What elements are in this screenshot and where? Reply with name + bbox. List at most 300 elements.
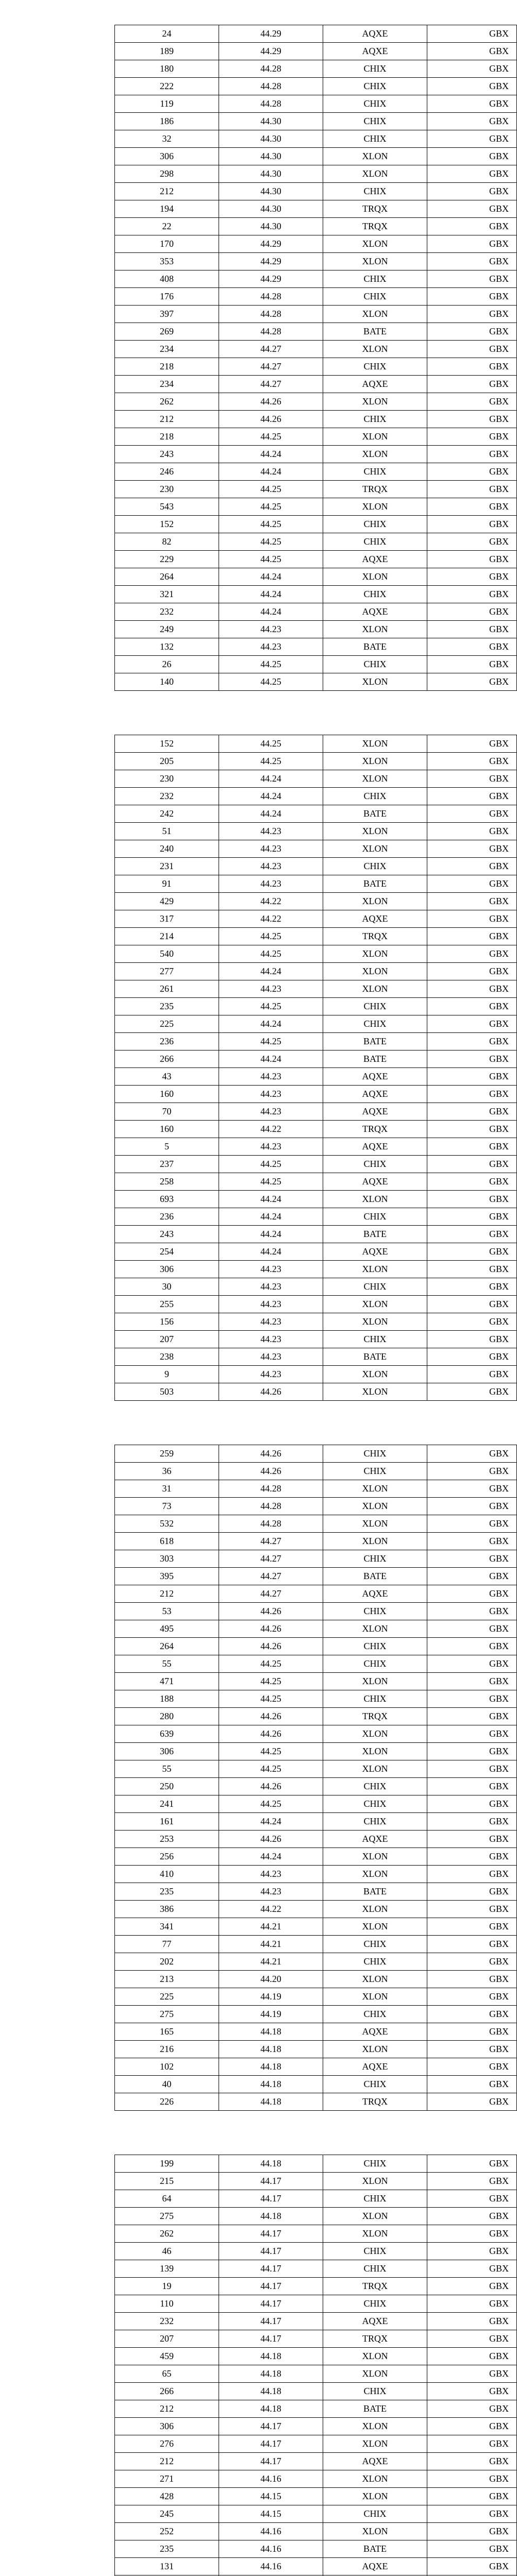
currency-cell: GBX [427,463,517,481]
price-cell: 44.23 [219,1348,323,1366]
price-cell: 44.17 [219,2453,323,2470]
currency-cell: GBX [427,428,517,446]
table-row [115,1848,517,1866]
price-cell: 44.29 [219,235,323,253]
quantity-cell: 215 [115,2173,219,2190]
currency-cell: GBX [427,1313,517,1331]
table-row [115,1831,517,1848]
table-row [115,823,517,840]
price-cell: 44.27 [219,1585,323,1603]
price-cell: 44.17 [219,2225,323,2243]
currency-cell: GBX [427,1173,517,1191]
table-row [115,498,517,516]
price-cell: 44.26 [219,1708,323,1725]
currency-cell: GBX [427,1515,517,1533]
quantity-cell: 408 [115,270,219,288]
quantity-cell: 237 [115,1156,219,1173]
venue-cell: CHIX [323,358,427,376]
quantity-cell: 254 [115,1243,219,1261]
table-row [115,428,517,446]
venue-cell: AQXE [323,2558,427,2575]
table-row [115,358,517,376]
quantity-cell: 140 [115,673,219,691]
quantity-cell: 395 [115,1568,219,1585]
table-row [115,200,517,218]
currency-cell: GBX [427,1243,517,1261]
venue-cell: BATE [323,1568,427,1585]
currency-cell: GBX [427,1550,517,1568]
quantity-cell: 236 [115,1033,219,1050]
price-cell: 44.26 [219,1383,323,1401]
venue-cell: AQXE [323,910,427,928]
price-cell: 44.25 [219,498,323,516]
currency-cell: GBX [427,1463,517,1480]
quantity-cell: 225 [115,1015,219,1033]
price-cell: 44.17 [219,2173,323,2190]
price-cell: 44.25 [219,1033,323,1050]
table-row [115,998,517,1015]
venue-cell: TRQX [323,2278,427,2295]
venue-cell: XLON [323,1971,427,1988]
venue-cell: AQXE [323,1068,427,1086]
quantity-cell: 264 [115,1638,219,1655]
price-cell: 44.23 [219,1331,323,1348]
quantity-cell: 216 [115,2041,219,2058]
table-row [115,411,517,428]
table-row [115,533,517,551]
venue-cell: XLON [323,498,427,516]
quantity-cell: 152 [115,735,219,753]
venue-cell: XLON [323,2365,427,2383]
venue-cell: CHIX [323,1953,427,1971]
table-row [115,2278,517,2295]
table-row [115,1533,517,1550]
venue-cell: XLON [323,893,427,910]
venue-cell: XLON [323,735,427,753]
currency-cell: GBX [427,1296,517,1313]
venue-cell: XLON [323,393,427,411]
quantity-cell: 77 [115,1936,219,1953]
table-row [115,1550,517,1568]
venue-cell: XLON [323,770,427,788]
table-row [115,893,517,910]
currency-cell: GBX [427,1813,517,1831]
quantity-cell: 241 [115,1795,219,1813]
venue-cell: XLON [323,1620,427,1638]
venue-cell: CHIX [323,60,427,78]
quantity-cell: 230 [115,770,219,788]
venue-cell: XLON [323,2225,427,2243]
table-page-1 [0,25,509,705]
price-cell: 44.25 [219,656,323,673]
quantity-cell: 202 [115,1953,219,1971]
quantity-cell: 261 [115,980,219,998]
price-cell: 44.28 [219,288,323,306]
currency-cell: GBX [427,963,517,980]
venue-cell: XLON [323,2418,427,2435]
table-row [115,1313,517,1331]
venue-cell: AQXE [323,1138,427,1156]
venue-cell: CHIX [323,288,427,306]
currency-cell: GBX [427,1050,517,1068]
venue-cell: AQXE [323,25,427,43]
table-row [115,945,517,963]
quantity-cell: 32 [115,130,219,148]
quantity-cell: 139 [115,2260,219,2278]
currency-cell: GBX [427,2435,517,2453]
table-row [115,963,517,980]
venue-cell: CHIX [323,1795,427,1813]
quantity-cell: 70 [115,1103,219,1121]
quantity-cell: 188 [115,1690,219,1708]
quantity-cell: 306 [115,148,219,165]
price-cell: 44.29 [219,25,323,43]
currency-cell: GBX [427,95,517,113]
table-row [115,568,517,586]
currency-cell: GBX [427,376,517,393]
table-row [115,2400,517,2418]
venue-cell: CHIX [323,2295,427,2313]
price-cell: 44.19 [219,1988,323,2006]
quantity-cell: 82 [115,533,219,551]
venue-cell: TRQX [323,200,427,218]
quantity-cell: 277 [115,963,219,980]
currency-cell: GBX [427,306,517,323]
venue-cell: XLON [323,1515,427,1533]
currency-cell: GBX [427,1708,517,1725]
table-row [115,376,517,393]
venue-cell: CHIX [323,1603,427,1620]
price-cell: 44.28 [219,1498,323,1515]
quantity-cell: 259 [115,1445,219,1463]
currency-cell: GBX [427,25,517,43]
price-cell: 44.26 [219,411,323,428]
currency-cell: GBX [427,1208,517,1226]
venue-cell: AQXE [323,376,427,393]
quantity-cell: 235 [115,2540,219,2558]
price-cell: 44.23 [219,1296,323,1313]
currency-cell: GBX [427,875,517,893]
currency-cell: GBX [427,288,517,306]
quantity-cell: 161 [115,1813,219,1831]
quantity-cell: 503 [115,1383,219,1401]
price-cell: 44.30 [219,183,323,200]
table-row [115,1208,517,1226]
quantity-cell: 235 [115,1883,219,1901]
currency-cell: GBX [427,165,517,183]
currency-cell: GBX [427,446,517,463]
venue-cell: XLON [323,428,427,446]
price-cell: 44.25 [219,1173,323,1191]
currency-cell: GBX [427,1383,517,1401]
quantity-cell: 471 [115,1673,219,1690]
table-row [115,270,517,288]
quantity-cell: 253 [115,1831,219,1848]
table-row [115,1585,517,1603]
price-cell: 44.23 [219,1261,323,1278]
venue-cell: XLON [323,568,427,586]
table-row [115,2190,517,2208]
quantity-cell: 262 [115,2225,219,2243]
quantity-cell: 459 [115,2348,219,2365]
currency-cell: GBX [427,2540,517,2558]
table-row [115,288,517,306]
price-cell: 44.28 [219,306,323,323]
price-cell: 44.26 [219,1831,323,1848]
venue-cell: CHIX [323,788,427,805]
venue-cell: CHIX [323,270,427,288]
venue-cell: XLON [323,341,427,358]
venue-cell: AQXE [323,2023,427,2041]
currency-cell: GBX [427,341,517,358]
quantity-cell: 240 [115,840,219,858]
table-row [115,1033,517,1050]
currency-cell: GBX [427,1953,517,1971]
price-cell: 44.16 [219,2470,323,2488]
currency-cell: GBX [427,586,517,603]
table-row [115,1725,517,1743]
table-row [115,910,517,928]
venue-cell: CHIX [323,1550,427,1568]
price-cell: 44.26 [219,1603,323,1620]
quantity-cell: 110 [115,2295,219,2313]
price-cell: 44.26 [219,1463,323,1480]
quantity-cell: 226 [115,2093,219,2111]
table-row [115,1278,517,1296]
currency-cell: GBX [427,1585,517,1603]
table-row [115,341,517,358]
price-cell: 44.23 [219,621,323,638]
currency-cell: GBX [427,1655,517,1673]
price-cell: 44.21 [219,1953,323,1971]
quantity-cell: 91 [115,875,219,893]
table-row [115,1121,517,1138]
venue-cell: AQXE [323,2313,427,2330]
table-row [115,621,517,638]
price-cell: 44.24 [219,1226,323,1243]
currency-cell: GBX [427,788,517,805]
price-cell: 44.19 [219,2006,323,2023]
price-cell: 44.24 [219,1015,323,1033]
quantity-cell: 156 [115,1313,219,1331]
currency-cell: GBX [427,2225,517,2243]
quantity-cell: 160 [115,1086,219,1103]
currency-cell: GBX [427,2365,517,2383]
currency-cell: GBX [427,656,517,673]
table-row [115,1243,517,1261]
price-cell: 44.17 [219,2295,323,2313]
quantity-cell: 22 [115,218,219,235]
venue-cell: CHIX [323,1936,427,1953]
table-row [115,2383,517,2400]
venue-cell: XLON [323,823,427,840]
venue-cell: XLON [323,1313,427,1331]
quantity-cell: 245 [115,2505,219,2523]
quantity-cell: 189 [115,43,219,60]
table-row [115,165,517,183]
venue-cell: XLON [323,1480,427,1498]
venue-cell: XLON [323,840,427,858]
price-cell: 44.17 [219,2330,323,2348]
currency-cell: GBX [427,945,517,963]
price-cell: 44.25 [219,428,323,446]
quantity-cell: 693 [115,1191,219,1208]
price-cell: 44.24 [219,1848,323,1866]
price-cell: 44.22 [219,1121,323,1138]
price-cell: 44.28 [219,1480,323,1498]
table-row [115,1086,517,1103]
venue-cell: XLON [323,1533,427,1550]
currency-cell: GBX [427,2006,517,2023]
venue-cell: XLON [323,1191,427,1208]
table-row [115,1760,517,1778]
quantity-cell: 232 [115,603,219,621]
currency-cell: GBX [427,130,517,148]
quantity-cell: 160 [115,1121,219,1138]
venue-cell: XLON [323,673,427,691]
venue-cell: XLON [323,753,427,770]
quantity-cell: 205 [115,753,219,770]
currency-cell: GBX [427,2278,517,2295]
table-row [115,1068,517,1086]
table-row [115,1638,517,1655]
table-row [115,43,517,60]
price-cell: 44.23 [219,1103,323,1121]
table-row [115,1296,517,1313]
venue-cell: XLON [323,2173,427,2190]
venue-cell: XLON [323,2041,427,2058]
price-cell: 44.23 [219,638,323,656]
quantity-cell: 225 [115,1988,219,2006]
currency-cell: GBX [427,2023,517,2041]
currency-cell: GBX [427,78,517,95]
quantity-cell: 43 [115,1068,219,1086]
price-cell: 44.28 [219,95,323,113]
quantity-cell: 250 [115,1778,219,1795]
quantity-cell: 73 [115,1498,219,1515]
table-row [115,1383,517,1401]
currency-cell: GBX [427,928,517,945]
quantity-cell: 429 [115,893,219,910]
currency-cell: GBX [427,270,517,288]
quantity-cell: 306 [115,1743,219,1760]
table-row [115,735,517,753]
table-row [115,253,517,270]
price-cell: 44.25 [219,1690,323,1708]
currency-cell: GBX [427,2348,517,2365]
table-row [115,2540,517,2558]
table-row [115,2470,517,2488]
currency-cell: GBX [427,1366,517,1383]
table-row [115,60,517,78]
currency-cell: GBX [427,1086,517,1103]
venue-cell: CHIX [323,463,427,481]
quantity-cell: 353 [115,253,219,270]
currency-cell: GBX [427,1480,517,1498]
trades-table [114,2155,517,2576]
price-cell: 44.24 [219,586,323,603]
price-cell: 44.26 [219,1445,323,1463]
price-cell: 44.22 [219,910,323,928]
table-row [115,25,517,43]
price-cell: 44.22 [219,893,323,910]
price-cell: 44.18 [219,2041,323,2058]
currency-cell: GBX [427,1690,517,1708]
quantity-cell: 9 [115,1366,219,1383]
currency-cell: GBX [427,2558,517,2575]
venue-cell: XLON [323,1866,427,1883]
price-cell: 44.25 [219,1743,323,1760]
price-cell: 44.18 [219,2023,323,2041]
table-row [115,1498,517,1515]
venue-cell: BATE [323,1226,427,1243]
price-cell: 44.18 [219,2076,323,2093]
price-cell: 44.23 [219,1278,323,1296]
currency-cell: GBX [427,1533,517,1550]
trades-table [114,735,517,1401]
quantity-cell: 46 [115,2243,219,2260]
quantity-cell: 207 [115,1331,219,1348]
price-cell: 44.24 [219,1050,323,1068]
price-cell: 44.28 [219,1515,323,1533]
currency-cell: GBX [427,735,517,753]
quantity-cell: 249 [115,621,219,638]
table-row [115,2348,517,2365]
price-cell: 44.25 [219,1655,323,1673]
currency-cell: GBX [427,516,517,533]
price-cell: 44.17 [219,2435,323,2453]
quantity-cell: 428 [115,2488,219,2505]
quantity-cell: 618 [115,1533,219,1550]
table-row [115,1568,517,1585]
price-cell: 44.27 [219,1550,323,1568]
price-cell: 44.23 [219,1313,323,1331]
quantity-cell: 51 [115,823,219,840]
venue-cell: AQXE [323,603,427,621]
price-cell: 44.24 [219,603,323,621]
price-cell: 44.27 [219,358,323,376]
table-row [115,1743,517,1760]
venue-cell: AQXE [323,1243,427,1261]
quantity-cell: 176 [115,288,219,306]
price-cell: 44.24 [219,1813,323,1831]
currency-cell: GBX [427,998,517,1015]
quantity-cell: 212 [115,411,219,428]
table-page-3 [0,1445,509,2125]
table-row [115,2313,517,2330]
venue-cell: XLON [323,148,427,165]
venue-cell: CHIX [323,533,427,551]
price-cell: 44.16 [219,2558,323,2575]
price-cell: 44.24 [219,1208,323,1226]
price-cell: 44.26 [219,393,323,411]
venue-cell: TRQX [323,2093,427,2111]
table-row [115,1953,517,1971]
price-cell: 44.30 [219,130,323,148]
currency-cell: GBX [427,1883,517,1901]
price-cell: 44.24 [219,446,323,463]
currency-cell: GBX [427,1603,517,1620]
table-row [115,1918,517,1936]
table-row [115,753,517,770]
price-cell: 44.28 [219,323,323,341]
currency-cell: GBX [427,2523,517,2540]
currency-cell: GBX [427,1226,517,1243]
quantity-cell: 234 [115,341,219,358]
currency-cell: GBX [427,2041,517,2058]
venue-cell: CHIX [323,1690,427,1708]
currency-cell: GBX [427,2488,517,2505]
